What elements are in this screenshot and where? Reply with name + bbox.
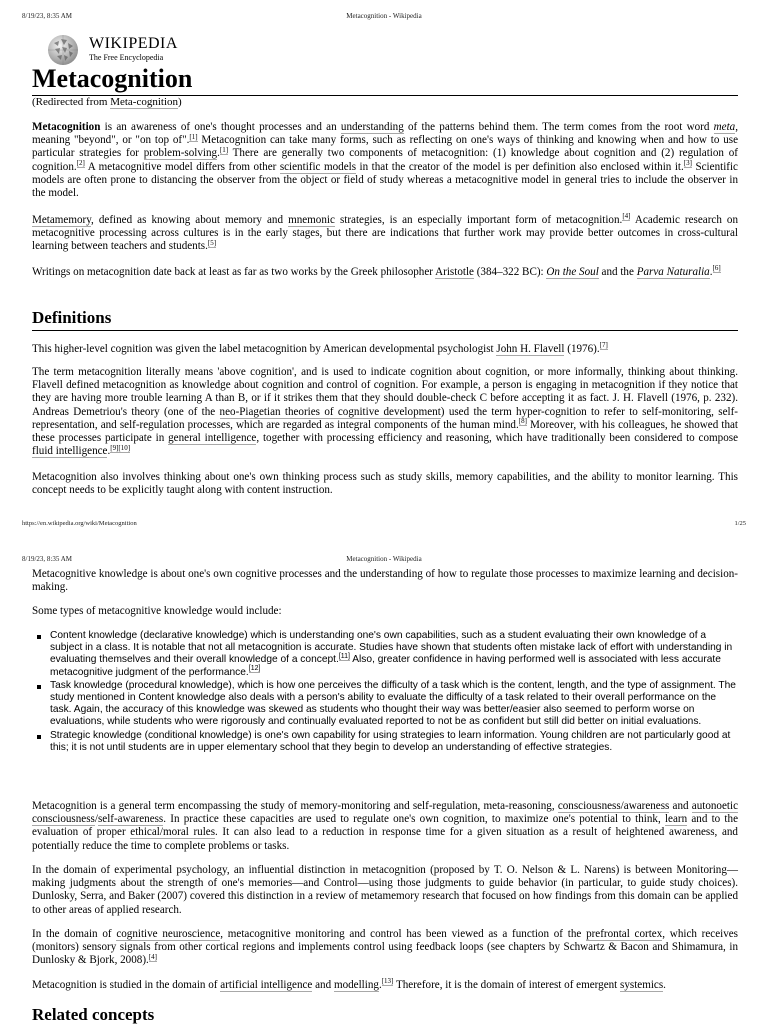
definitions-paragraph-2: The term metacognition literally means 'above cognition', and is used to indicate cognition about cognition, or more informally, thinking about thinking. Flavell defined metacognition as knowledge about cognition and control of cognition. For example, a person is engaging in metacognition if they notice that they are having more trouble learning A than B, or if it strikes them that they should double-check C before accepting it as fact. J. H. Flavell (1976, p. 232). Andreas Demetriou's theory (one of the neo-Piagetian theories of cognitive development) used the term hyper-cognition to refer to self-monitoring, self-representation, and self-regulation processes, which are regarded as integral components of the human mind.[8] Moreover, with his colleagues, he showed that these processes participate in general intelligence, together with processing efficiency and reasoning, which have traditionally been considered to compose fluid intelligence.[9][10] xyxy=(32,366,738,458)
definitions-paragraph-8: In the domain of cognitive neuroscience, metacognitive monitoring and control has been viewed as a function of the prefrontal cortex, which receives (monitors) sensory signals from other cortical regions and implements control using feedback loops (see chapters by Schwartz & Bacon and Shimamura, in Dunlosky & Bjork, 2008).[4] xyxy=(32,928,739,967)
wikipedia-globe-icon xyxy=(46,33,80,67)
intro-paragraph-3: Writings on metacognition date back at least as far as two works by the Greek philosopher Aristotle (384–322 BC): On the Soul and the Parva Naturalia.[6] xyxy=(32,264,721,278)
definitions-paragraph-6: Metacognition is a general term encompassing the study of memory-monitoring and self-regulation, meta-reasoning, consciousness/awareness and autonoetic consciousness/self-awareness. In practice these capacities are used to regulate one's own cognition, to maximize one's potential to think, learn and to the evaluation of proper ethical/moral rules. It can also lead to a reduction in response time for a given situation as a result of heightened awareness, and potentially reduce the time to complete problems or tasks. xyxy=(32,800,738,852)
link-meta[interactable]: meta xyxy=(713,121,736,133)
link-aristotle[interactable]: Aristotle xyxy=(435,266,474,278)
print-doc-title: Metacognition - Wikipedia xyxy=(346,12,422,20)
citation-7[interactable]: [7] xyxy=(599,341,608,350)
link-prefrontal-cortex[interactable]: prefrontal cortex xyxy=(586,928,663,940)
definitions-paragraph-4: Metacognitive knowledge is about one's own cognitive processes and the understanding of how to regulate those processes to maximize learning and decision-making. xyxy=(32,568,738,594)
section-heading-related-concepts: Related concepts xyxy=(32,1005,155,1024)
redirect-link[interactable]: Meta-cognition xyxy=(110,96,179,108)
link-on-the-soul[interactable]: On the Soul xyxy=(546,266,599,278)
link-neo-piagetian[interactable]: neo-Piagetian theories of cognitive development xyxy=(219,405,441,418)
section-heading-definitions: Definitions xyxy=(32,308,112,327)
link-scientific-models[interactable]: scientific models xyxy=(279,160,357,173)
print-footer-page-1 xyxy=(0,520,768,530)
link-learn[interactable]: learn xyxy=(664,813,688,826)
print-url: https://en.wikipedia.org/wiki/Metacognition xyxy=(22,520,137,527)
link-modelling[interactable]: modelling xyxy=(333,979,379,991)
link-general-intelligence[interactable]: general intelligence xyxy=(168,432,257,445)
redirect-suffix: ) xyxy=(178,96,182,108)
citation-1b[interactable]: [1] xyxy=(219,145,229,154)
definitions-paragraph-9: Metacognition is studied in the domain of artificial intelligence and modelling.[13] Therefore, it is the domain of interest of emergent systemics. xyxy=(32,977,666,991)
citation-8[interactable]: [8] xyxy=(518,417,527,426)
knowledge-types-list xyxy=(32,630,738,755)
citation-5[interactable]: [5] xyxy=(207,238,217,247)
citation-12[interactable]: [12] xyxy=(248,665,261,673)
link-consciousness-awareness[interactable]: consciousness/awareness xyxy=(557,800,670,812)
print-doc-title-2: Metacognition - Wikipedia xyxy=(346,555,422,563)
definitions-paragraph-5: Some types of metacognitive knowledge would include: xyxy=(32,605,282,617)
definitions-paragraph-3: Metacognition also involves thinking about one's own thinking process such as study skills, memory capabilities, and the ability to monitor learning. This concept needs to be explicitly taught along with content instruction. xyxy=(32,471,738,497)
definitions-paragraph-7: In the domain of experimental psychology, an influential distinction in metacognition (proposed by T. O. Nelson & L. Narens) is between Monitoring—making judgments about the strength of one's memories—and Control—using those judgments to guide behavior (in particular, to guide study choices). Dunlosky, Serra, and Baker (2007) covered this distinction in a review of metamemory research that focused on how findings from this domain can be applied to other areas of applied research. xyxy=(32,864,738,916)
lead-term: Metacognition xyxy=(32,121,101,133)
citation-11[interactable]: [11] xyxy=(338,653,350,661)
citation-13[interactable]: [13] xyxy=(381,977,394,986)
list-item: Strategic knowledge (conditional knowledge) is one's own capability for using strategies to learn information. Young children are not particularly good at this; it is not until students are in upper elementary school that they begin to develop an understanding of effective strategies. xyxy=(50,730,738,754)
citation-1[interactable]: [1] xyxy=(189,132,198,141)
logo-wordmark: WIKIPEDIA xyxy=(89,35,178,52)
link-autonoetic-consciousness[interactable]: autonoetic consciousness xyxy=(32,800,738,826)
link-artificial-intelligence[interactable]: artificial intelligence xyxy=(220,979,313,991)
citation-2[interactable]: [2] xyxy=(76,158,85,167)
citation-4b[interactable]: [4] xyxy=(148,952,157,961)
print-datetime-2: 8/19/23, 8:35 AM xyxy=(22,555,72,563)
link-cognitive-neuroscience[interactable]: cognitive neuroscience xyxy=(116,928,221,940)
link-parva-naturalia[interactable]: Parva Naturalia xyxy=(636,266,710,278)
link-self-awareness[interactable]: self-awareness xyxy=(97,813,164,826)
print-datetime: 8/19/23, 8:35 AM xyxy=(22,12,72,20)
link-understanding[interactable]: understanding xyxy=(340,121,404,133)
link-john-flavell[interactable]: John H. Flavell xyxy=(496,343,565,355)
redirect-note xyxy=(32,96,182,109)
print-header-page-1 xyxy=(0,12,768,24)
print-header-page-2 xyxy=(0,555,768,567)
list-item: Content knowledge (declarative knowledge) which is understanding one's own capabilities, such as a student evaluating their own knowledge of a subject in a class. It is notable that not all metacognition is accurate. Studies have shown that students often mistake lack of effort with understanding in evaluating themselves and their overall knowledge of a concept.[11] Also, greater confidence in having performed well is associated with less accurate metacognitive judgment of the performance.[12] xyxy=(50,630,738,679)
link-fluid-intelligence[interactable]: fluid intelligence xyxy=(32,445,108,458)
link-metamemory[interactable]: Metamemory xyxy=(32,214,92,226)
link-systemics[interactable]: systemics xyxy=(620,979,664,991)
link-mnemonic[interactable]: mnemonic xyxy=(288,214,335,226)
citation-3[interactable]: [3] xyxy=(683,158,692,167)
article-title: Metacognition xyxy=(32,64,193,93)
definitions-paragraph-1: This higher-level cognition was given the label metacognition by American developmental psychologist John H. Flavell (1976).[7] xyxy=(32,341,608,355)
section-divider xyxy=(32,330,738,331)
link-ethical-moral-rules[interactable]: ethical/moral rules xyxy=(130,826,216,839)
citation-6[interactable]: [6] xyxy=(712,264,721,273)
citation-9-10[interactable]: [9][10] xyxy=(110,443,131,452)
logo-tagline: The Free Encyclopedia xyxy=(89,53,164,62)
link-problem-solving[interactable]: problem-solving xyxy=(143,147,218,160)
intro-paragraph-2: Metamemory, defined as knowing about memory and mnemonic strategies, is an especially important form of metacognition.[4] Academic research on metacognitive processing across cultures is in the early stages, but there are indications that further work may provide better outcomes in cross-cultural learning between teachers and students.[5] xyxy=(32,212,738,253)
citation-4[interactable]: [4] xyxy=(622,212,631,221)
list-item: Task knowledge (procedural knowledge), which is how one perceives the difficulty of a task which is the content, length, and the type of assignment. The study mentioned in Content knowledge also deals with a person's ability to evaluate the difficulty of a task related to their overall performance on the task. Again, the accuracy of this knowledge was skewed as students who thought their way was better/easier also seemed to perform worse on evaluations, while students who were rigorously and continually evaluated reported to not be as confident but still did better on initial evaluations. xyxy=(50,680,738,729)
print-page-number: 1/25 xyxy=(734,520,746,527)
redirect-prefix: (Redirected from xyxy=(32,96,111,108)
intro-paragraph-1: Metacognition is an awareness of one's thought processes and an understanding of the patterns behind them. The term comes from the root word meta, meaning "beyond", or "on top of".[1] Metacognition can take many forms, such as reflecting on one's ways of thinking and knowing when and how to use particular strategies for problem-solving.[1] There are generally two components of metacognition: (1) knowledge about cognition and (2) regulation of cognition.[2] A metacognitive model differs from other scientific models in that the creator of the model is per definition also enclosed within it.[3] Scientific models are often prone to distancing the observer from the object or field of study whereas a metacognitive model in general tries to include the observer in the model. xyxy=(32,121,738,200)
